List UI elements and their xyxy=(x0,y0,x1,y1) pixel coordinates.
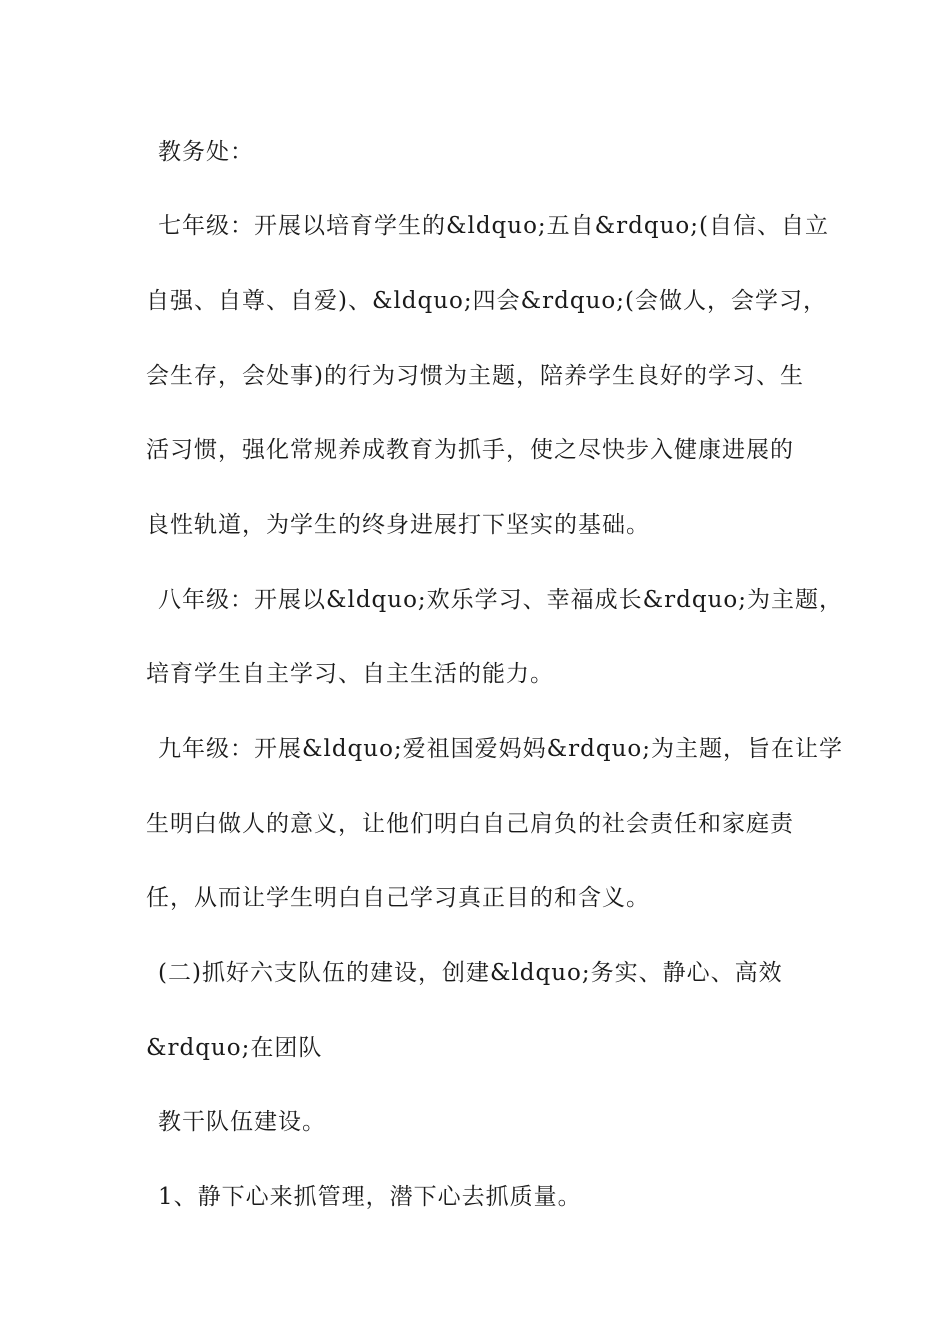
text-line: 生明白做人的意义，让他们明白自己肩负的社会责任和家庭责 xyxy=(146,811,794,837)
text-line-subheading: 教干队伍建设。 xyxy=(158,1109,326,1135)
text-line-heading: 教务处： xyxy=(158,139,254,165)
text-line: 培育学生自主学习、自主生活的能力。 xyxy=(146,661,554,687)
text-line: 任，从而让学生明白自己学习真正目的和含义。 xyxy=(146,885,650,911)
text-line-grade-7: 七年级：开展以培育学生的&ldquo;五自&rdquo;(自信、自立 xyxy=(158,213,829,239)
text-line-section-2: (二)抓好六支队伍的建设，创建&ldquo;务实、静心、高效 xyxy=(158,960,783,986)
text-line: 会生存，会处事)的行为习惯为主题，陪养学生良好的学习、生 xyxy=(146,363,804,389)
text-line-grade-9: 九年级：开展&ldquo;爱祖国爱妈妈&rdquo;为主题，旨在让学 xyxy=(158,736,844,762)
text-line: &rdquo;在团队 xyxy=(146,1035,323,1061)
text-line: 自强、自尊、自爱)、&ldquo;四会&rdquo;(会做人，会学习， xyxy=(146,288,827,314)
text-line: 良性轨道，为学生的终身进展打下坚实的基础。 xyxy=(146,512,650,538)
text-line: 活习惯，强化常规养成教育为抓手，使之尽快步入健康进展的 xyxy=(146,437,794,463)
text-line-grade-8: 八年级：开展以&ldquo;欢乐学习、幸福成长&rdquo;为主题， xyxy=(158,587,844,613)
text-line-item-1: 1、静下心来抓管理，潜下心去抓质量。 xyxy=(158,1184,582,1210)
